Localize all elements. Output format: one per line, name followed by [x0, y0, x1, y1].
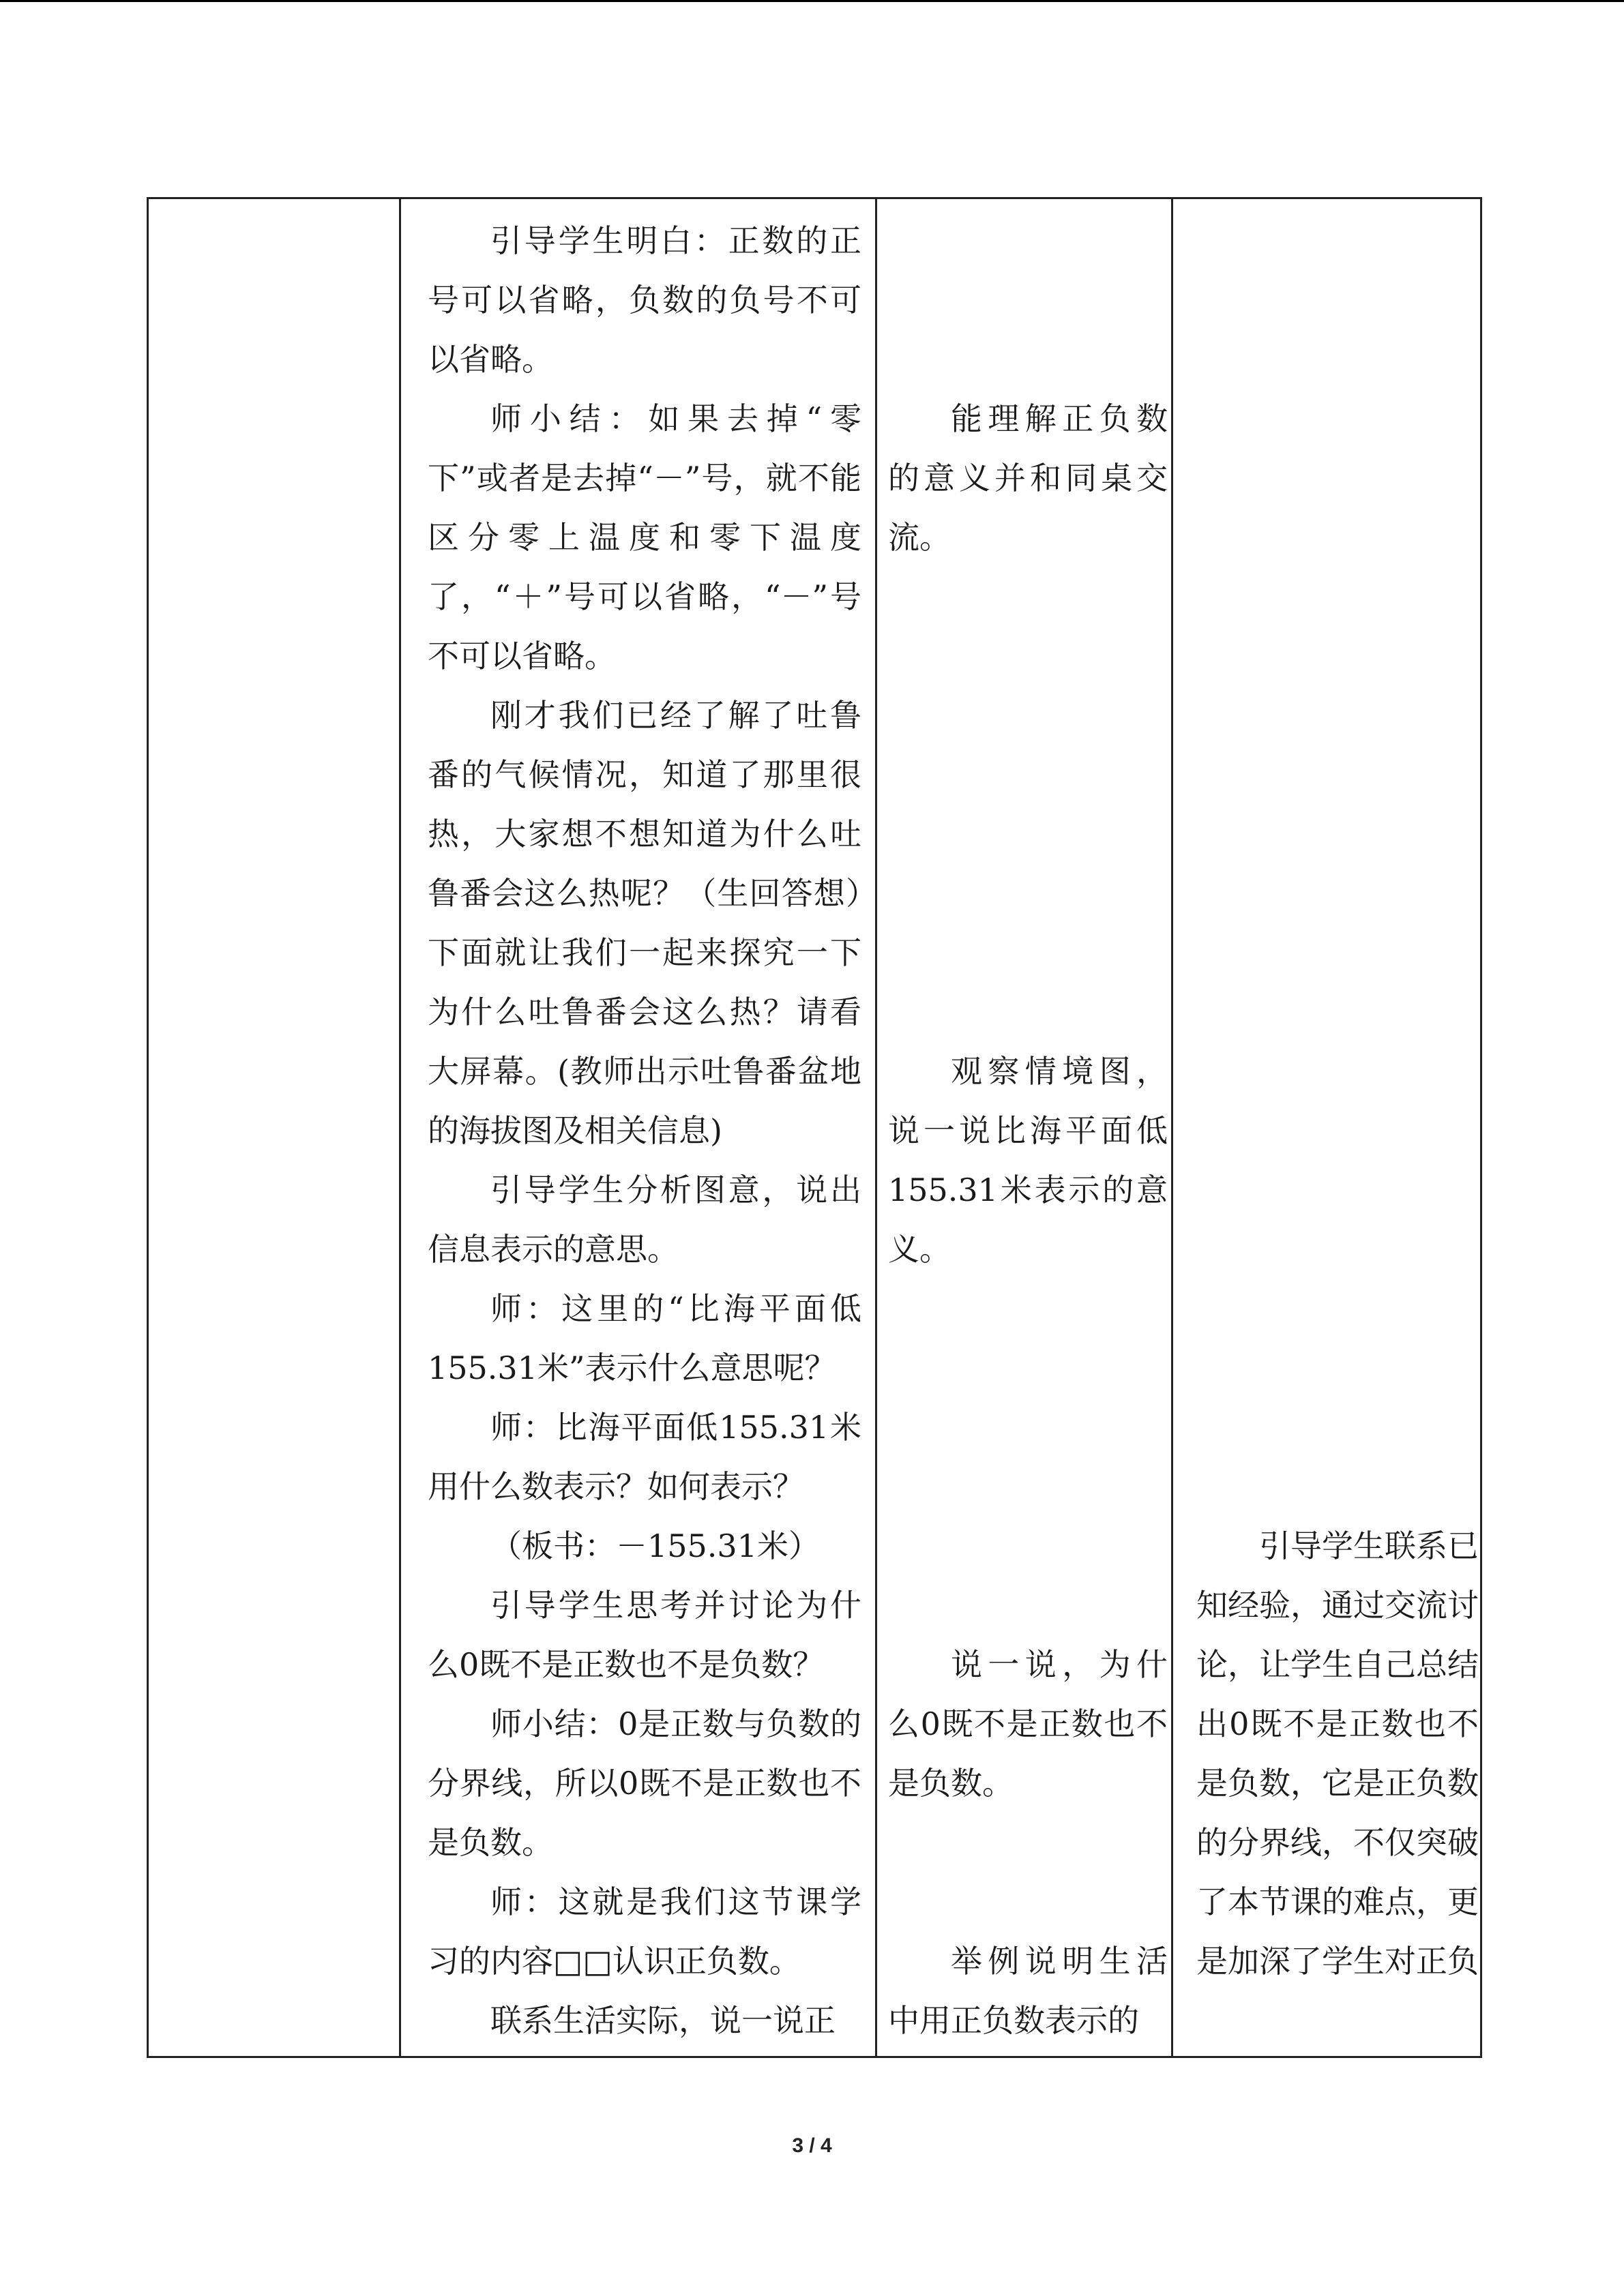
column-divider — [399, 199, 401, 2056]
lesson-table — [147, 197, 1482, 2058]
paragraph: 引导学生联系已知经验，通过交流讨论，让学生自己总结出0既不是正数也不是负数，它是正负数的分界线，不仅突破了本节课的难点，更是加深了学生对正负 — [1196, 1527, 1479, 1980]
paragraph: 联系生活实际，说一说正 — [490, 2002, 836, 2039]
paragraph: 师：比海平面低155.31米用什么数表示？如何表示？ — [428, 1409, 861, 1505]
teacher-activity-column — [415, 199, 861, 2056]
paragraph: 引导学生分析图意，说出信息表示的意思。 — [428, 1172, 861, 1268]
paragraph: 举例说明生活中用正负数表示的 — [888, 1943, 1168, 2039]
paragraph: （板书：－155.31米） — [490, 1527, 820, 1564]
paragraph: 能理解正负数的意义并和同桌交流。 — [888, 400, 1168, 556]
page-number: 3 / 4 — [792, 2134, 832, 2157]
paragraph: 说一说，为什么0既不是正数也不是负数。 — [888, 1646, 1168, 1802]
student-block — [888, 1932, 1168, 2051]
column-divider — [1171, 199, 1173, 2056]
paragraph: 引导学生明白：正数的正号可以省略，负数的负号不可以省略。 — [428, 222, 861, 378]
paragraph: 师小结：如果去掉“零下”或者是去掉“－”号，就不能区分零上温度和零下温度了，“＋”号可以省略，“－”号不可以省略。 — [428, 400, 861, 674]
paragraph: 师：这就是我们这节课学习的内容□□认识正负数。 — [428, 1883, 861, 1980]
paragraph: 观察情境图，说一说比海平面低155.31米表示的意义。 — [888, 1053, 1168, 1268]
paragraph: 引导学生思考并讨论为什么0既不是正数也不是负数？ — [428, 1587, 861, 1683]
intent-block — [1196, 1517, 1479, 1991]
student-block — [888, 1635, 1168, 1813]
student-activity-column — [877, 199, 1168, 2056]
student-block — [888, 1042, 1168, 1279]
design-intent-column — [1183, 199, 1479, 2056]
paragraph: 师：这里的“比海平面低155.31米”表示什么意思呢？ — [428, 1290, 861, 1386]
student-block — [888, 389, 1168, 567]
stage-column — [149, 199, 399, 2056]
top-border — [0, 0, 1624, 2]
paragraph: 师小结：0是正数与负数的分界线，所以0既不是正数也不是负数。 — [428, 1705, 861, 1861]
paragraph: 刚才我们已经了解了吐鲁番的气候情况，知道了那里很热，大家想不想知道为什么吐鲁番会这么热呢？（生回答想）下面就让我们一起来探究一下为什么吐鲁番会这么热？请看大屏幕。(教师出示吐鲁番盆地的海拔图及相关信息) — [428, 697, 861, 1149]
